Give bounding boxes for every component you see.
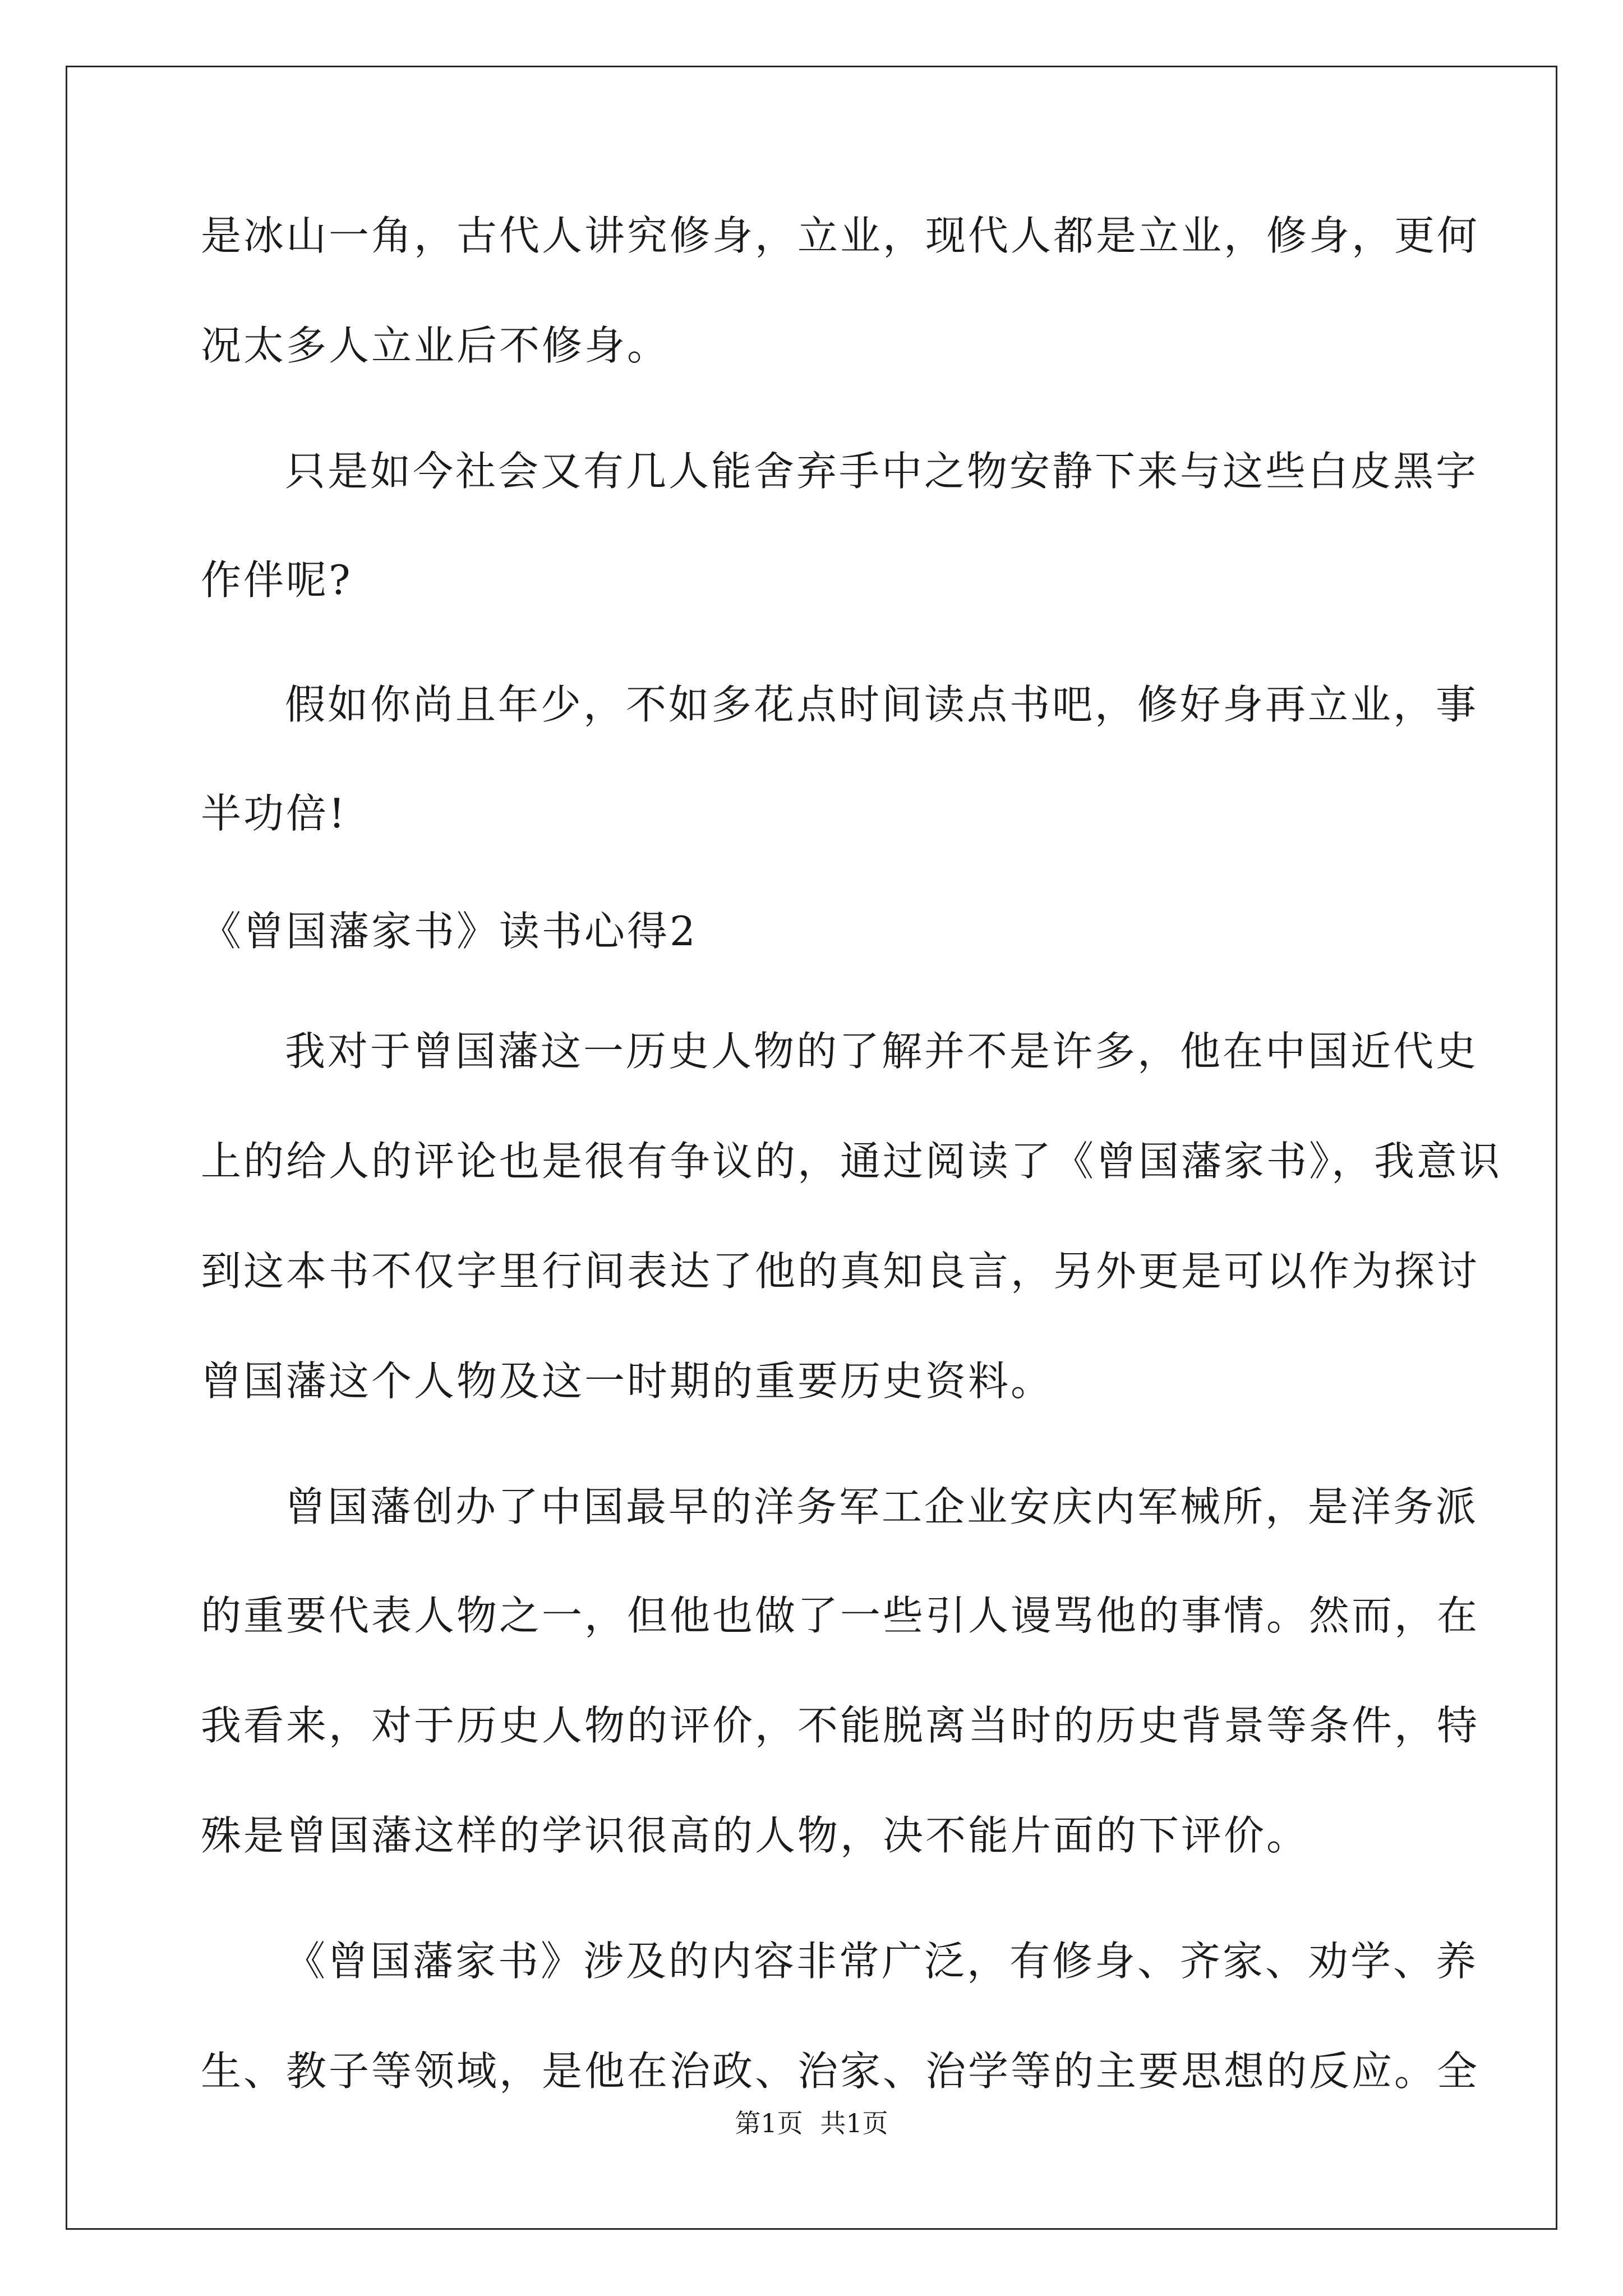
text-line: 假如你尚且年少，不如多花点时间读点书吧，修好身再立业，事 xyxy=(285,681,1479,728)
text-line: 生、教子等领域，是他在治政、治家、治学等的主要思想的反应。全 xyxy=(201,2047,1480,2095)
text-line: 我看来，对于历史人物的评价，不能脱离当时的历史背景等条件，特 xyxy=(201,1702,1480,1749)
page-number: 第1页 xyxy=(735,2108,803,2138)
text-line: 况太多人立业后不修身。 xyxy=(201,322,670,369)
page-total: 共1页 xyxy=(820,2108,888,2138)
text-line: 上的给人的评论也是很有争议的，通过阅读了《曾国藩家书》，我意识 xyxy=(201,1138,1502,1185)
text-line: 到这本书不仅字里行间表达了他的真知良言，另外更是可以作为探讨 xyxy=(201,1248,1480,1295)
text-line: 半功倍! xyxy=(201,790,347,837)
section-heading: 《曾国藩家书》读书心得2 xyxy=(201,908,698,955)
text-line: 曾国藩这个人物及这一时期的重要历史资料。 xyxy=(201,1358,1054,1405)
text-line: 曾国藩创办了中国最早的洋务军工企业安庆内军械所，是洋务派 xyxy=(285,1483,1479,1530)
text-line: 作伴呢? xyxy=(201,556,353,604)
page-footer xyxy=(0,2106,1623,2140)
text-line: 《曾国藩家书》涉及的内容非常广泛，有修身、齐家、劝学、养 xyxy=(285,1938,1479,1985)
text-line: 只是如今社会又有几人能舍弃手中之物安静下来与这些白皮黑字 xyxy=(285,448,1479,495)
text-line: 我对于曾国藩这一历史人物的了解并不是许多，他在中国近代史 xyxy=(285,1028,1479,1075)
text-line: 的重要代表人物之一，但他也做了一些引人谩骂他的事情。然而，在 xyxy=(201,1592,1480,1639)
text-line: 殊是曾国藩这样的学识很高的人物，决不能片面的下评价。 xyxy=(201,1812,1310,1859)
text-line: 是冰山一角，古代人讲究修身，立业，现代人都是立业，修身，更何 xyxy=(201,212,1480,259)
